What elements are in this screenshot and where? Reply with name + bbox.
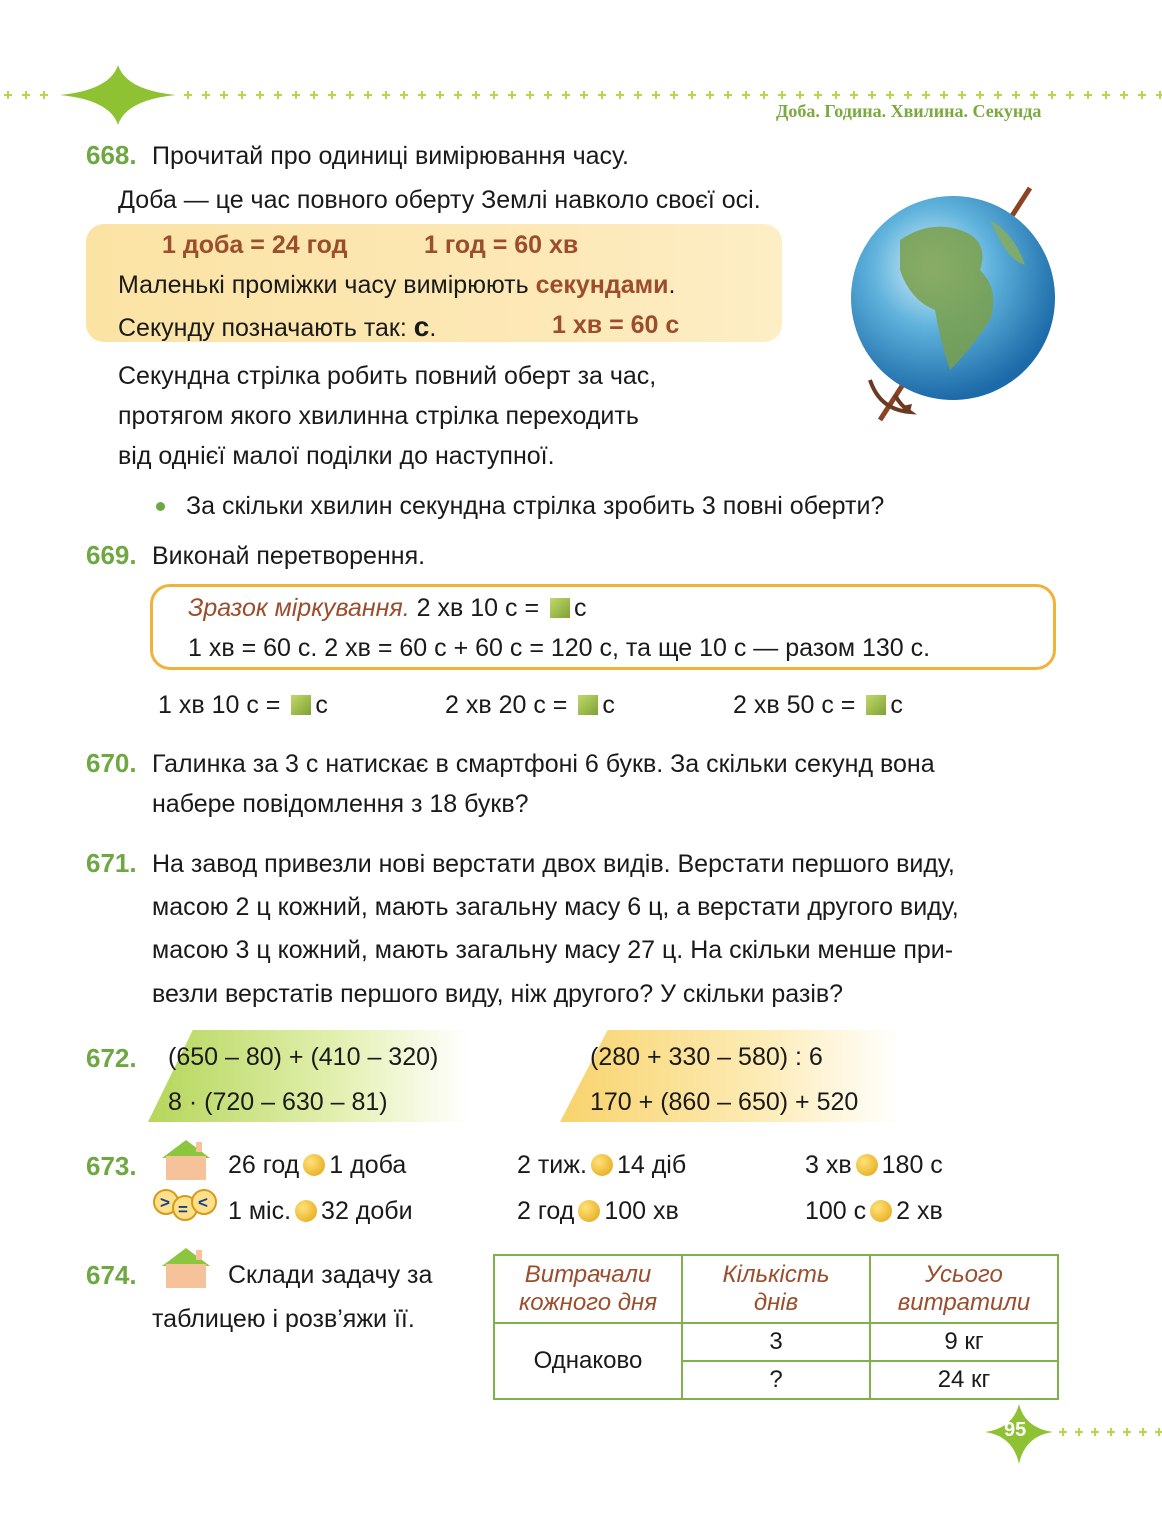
plus-ornament [202, 91, 210, 99]
plus-ornament [1156, 91, 1162, 99]
exercise-669-2 [445, 691, 615, 720]
blank-square-icon [291, 695, 311, 715]
svg-text:>: > [160, 1193, 170, 1212]
compare-6 [805, 1197, 943, 1226]
c5-right: 100 хв [604, 1197, 679, 1225]
plus-ornament [400, 91, 408, 99]
task-674-table [493, 1254, 1059, 1400]
blank-square-icon [866, 695, 886, 715]
task-668-number: 668. [86, 140, 137, 170]
plus-ornament [1030, 91, 1038, 99]
plus-ornament [904, 91, 912, 99]
plus-ornament [418, 91, 426, 99]
plus-ornament [508, 91, 516, 99]
plus-ornament [724, 91, 732, 99]
svg-text:<: < [198, 1193, 208, 1212]
plus-ornament [670, 91, 678, 99]
plus-ornament [22, 91, 30, 99]
seconds-word: секундами [535, 271, 669, 299]
plus-ornament [1139, 1428, 1147, 1436]
paragraph-line-1: Секундна стрілка робить повний оберт за час, [118, 362, 657, 390]
task-670-number: 670. [86, 748, 137, 778]
notation-dot: . [429, 314, 437, 342]
seconds-text-c: . [668, 271, 676, 299]
task-671-line-2: масою 2 ц кожний, мають загальну масу 6 ц, а верстати другого виду, [152, 893, 959, 921]
plus-ornament [958, 91, 966, 99]
ex1-text: 1 хв 10 с = [158, 691, 288, 719]
table-cell-days-1: 3 [682, 1323, 870, 1361]
task-674-number: 674. [86, 1260, 137, 1290]
task-668-definition: Доба — це час повного оберту Землі навколо своєї осі. [118, 186, 761, 214]
equation-minute-seconds: 1 хв = 60 с [552, 311, 680, 339]
plus-ornament [814, 91, 822, 99]
compare-5 [517, 1197, 679, 1226]
bullet-dot [156, 502, 165, 511]
compare-4 [228, 1197, 413, 1226]
plus-ornament [1107, 1428, 1115, 1436]
plus-ornament [238, 91, 246, 99]
table-cell-total-2: 24 кг [870, 1361, 1058, 1399]
page-number: 95 [1004, 1419, 1027, 1441]
th1b: кожного дня [518, 1289, 658, 1316]
plus-ornament [526, 91, 534, 99]
th3b: витратили [897, 1289, 1031, 1316]
c2-left: 2 тиж. [517, 1151, 587, 1179]
plus-ornament [256, 91, 264, 99]
task-673-number: 673. [86, 1151, 137, 1181]
task-669-number: 669. [86, 540, 137, 570]
plus-ornament [832, 91, 840, 99]
plus-ornament [382, 91, 390, 99]
task-668-title: Прочитай про одиниці вимірювання часу. [152, 142, 630, 170]
compare-2 [517, 1151, 686, 1180]
plus-ornament [310, 91, 318, 99]
plus-ornament [1102, 91, 1110, 99]
c6-left: 100 с [805, 1197, 867, 1225]
compare-placeholder-icon [856, 1154, 878, 1176]
chapter-title: Доба. Година. Хвилина. Секунда [776, 101, 1042, 121]
paragraph-line-3: від однієї малої поділки до наступної. [118, 442, 555, 470]
task-671-number: 671. [86, 848, 137, 878]
task-672-number: 672. [86, 1043, 137, 1073]
plus-ornament [796, 91, 804, 99]
plus-ornament [1048, 91, 1056, 99]
sample-unit: с [574, 594, 587, 622]
plus-ornament [1155, 1428, 1162, 1436]
house-icon [158, 1138, 214, 1182]
table-cell-same: Однаково [494, 1323, 682, 1399]
ex3-text: 2 хв 50 с = [733, 691, 863, 719]
plus-ornament [1084, 91, 1092, 99]
blank-square-icon [578, 695, 598, 715]
table-header-daily [494, 1255, 682, 1323]
plus-ornament [436, 91, 444, 99]
table-cell-total-1: 9 кг [870, 1323, 1058, 1361]
plus-ornament [274, 91, 282, 99]
compare-placeholder-icon [303, 1154, 325, 1176]
task-671-line-1: На завод привезли нові верстати двох видів. Верстати першого виду, [152, 850, 955, 878]
table-header-total [870, 1255, 1058, 1323]
seconds-notation [118, 311, 436, 343]
ex2-text: 2 хв 20 с = [445, 691, 575, 719]
task-670-line-1: Галинка за 3 с натискає в смартфоні 6 букв. За скільки секунд вона [152, 750, 935, 778]
ex2-unit: с [602, 691, 615, 719]
plus-ornament [4, 91, 12, 99]
plus-ornament [1138, 91, 1146, 99]
c3-left: 3 хв [805, 1151, 852, 1179]
plus-ornament [742, 91, 750, 99]
plus-ornament [868, 91, 876, 99]
blank-square-icon [550, 598, 570, 618]
seconds-text-a: Маленькі проміжки часу вимірюють [118, 271, 536, 299]
plus-ornament [544, 91, 552, 99]
sample-label: Зразок міркування. [188, 594, 410, 622]
c1-left: 26 год [228, 1151, 300, 1179]
th2a: Кількість [722, 1261, 830, 1288]
sample-line-1 [188, 594, 587, 623]
plus-ornament [994, 91, 1002, 99]
plus-ornament [976, 91, 984, 99]
compare-placeholder-icon [578, 1200, 600, 1222]
plus-ornament [454, 91, 462, 99]
notation-text: Секунду позначають так: [118, 314, 414, 342]
plus-ornament [634, 91, 642, 99]
plus-ornament [706, 91, 714, 99]
compare-3 [805, 1151, 943, 1180]
expression-4: 170 + (860 – 650) + 520 [590, 1088, 859, 1116]
plus-ornament [886, 91, 894, 99]
plus-ornament [220, 91, 228, 99]
task-674-line-1: Склади задачу за [228, 1261, 433, 1289]
task-669-title: Виконай перетворення. [152, 542, 426, 570]
c3-right: 180 с [881, 1151, 943, 1179]
c2-right: 14 діб [616, 1151, 687, 1179]
plus-ornament [850, 91, 858, 99]
expression-3: (280 + 330 – 580) : 6 [590, 1043, 823, 1071]
house-icon [158, 1246, 214, 1290]
expression-1: (650 – 80) + (410 – 320) [168, 1043, 439, 1071]
plus-ornament [40, 91, 48, 99]
th2b: днів [753, 1289, 799, 1316]
ex3-unit: с [890, 691, 903, 719]
plus-ornament [580, 91, 588, 99]
plus-ornament [616, 91, 624, 99]
c5-left: 2 год [517, 1197, 575, 1225]
plus-ornament [292, 91, 300, 99]
seconds-text [118, 271, 676, 300]
equation-hour-minutes: 1 год = 60 хв [424, 231, 579, 259]
table-cell-days-2: ? [682, 1361, 870, 1399]
plus-ornament [184, 91, 192, 99]
plus-ornament [1091, 1428, 1099, 1436]
sample-question: 2 хв 10 с = [416, 594, 546, 622]
plus-ornament [490, 91, 498, 99]
plus-ornament [328, 91, 336, 99]
plus-ornament [364, 91, 372, 99]
compare-placeholder-icon [591, 1154, 613, 1176]
plus-ornament [1075, 1428, 1083, 1436]
svg-text:=: = [178, 1200, 188, 1219]
compare-signs-icon [152, 1186, 218, 1222]
th1a: Витрачали [524, 1261, 652, 1288]
bullet-question: За скільки хвилин секундна стрілка зробить 3 повні оберти? [186, 492, 885, 520]
sample-line-2: 1 хв = 60 с. 2 хв = 60 с + 60 с = 120 с, та ще 10 с — разом 130 с. [188, 634, 931, 662]
exercise-669-1 [158, 691, 328, 720]
task-674-line-2: таблицею і розв’яжи її. [152, 1305, 415, 1333]
plus-ornament [1012, 91, 1020, 99]
c4-left: 1 міс. [228, 1197, 292, 1225]
earth-globe-image [840, 180, 1070, 430]
table-header-days [682, 1255, 870, 1323]
th3a: Усього [925, 1261, 1003, 1288]
compare-placeholder-icon [870, 1200, 892, 1222]
paragraph-line-2: протягом якого хвилинна стрілка переходить [118, 402, 639, 430]
plus-ornament [778, 91, 786, 99]
notation-symbol: с [413, 311, 430, 342]
plus-ornament [940, 91, 948, 99]
plus-ornament [1123, 1428, 1131, 1436]
plus-ornament [1066, 91, 1074, 99]
compare-placeholder-icon [295, 1200, 317, 1222]
equation-day-hours: 1 доба = 24 год [162, 231, 348, 259]
plus-ornament [760, 91, 768, 99]
plus-ornament [1059, 1428, 1067, 1436]
c1-right: 1 доба [329, 1151, 407, 1179]
ex1-unit: с [315, 691, 328, 719]
task-671-line-3: масою 3 ц кожний, мають загальну масу 27 ц. На скільки менше при- [152, 936, 954, 964]
c4-right: 32 доби [321, 1197, 413, 1225]
exercise-669-3 [733, 691, 903, 720]
task-671-line-4: везли верстатів першого виду, ніж другого? У скільки разів? [152, 980, 844, 1008]
task-670-line-2: набере повідомлення з 18 букв? [152, 790, 529, 818]
plus-ornament [472, 91, 480, 99]
plus-ornament [922, 91, 930, 99]
expression-2: 8 · (720 – 630 – 81) [168, 1088, 388, 1116]
plus-ornament [346, 91, 354, 99]
plus-ornament [652, 91, 660, 99]
plus-ornament [562, 91, 570, 99]
plus-ornament [688, 91, 696, 99]
c6-right: 2 хв [896, 1197, 943, 1225]
plus-ornament [598, 91, 606, 99]
compare-1 [228, 1151, 406, 1180]
plus-ornament [1120, 91, 1128, 99]
